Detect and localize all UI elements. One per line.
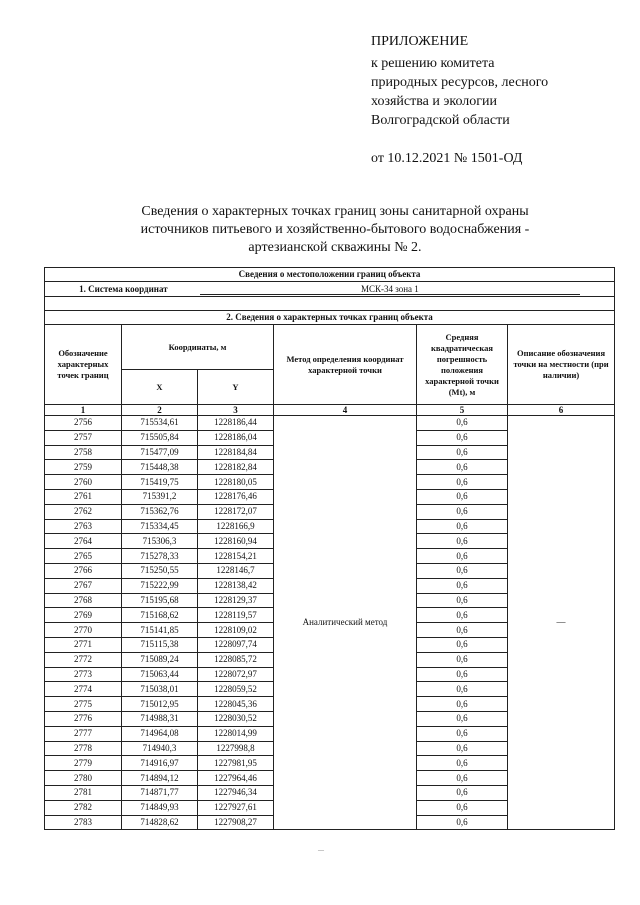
y-coordinate-cell: 1228172,07	[198, 504, 274, 519]
document-title	[100, 203, 570, 257]
appendix-date: от 10.12.2021 № 1501-ОД	[371, 151, 523, 166]
x-coordinate-cell: 714894,12	[122, 771, 198, 786]
column-number: 3	[198, 405, 274, 416]
point-id-cell: 2760	[45, 475, 122, 490]
header-point: Обозначение характерных точек границ	[45, 325, 122, 405]
point-id-cell: 2777	[45, 726, 122, 741]
column-number: 5	[417, 405, 508, 416]
x-coordinate-cell: 715115,38	[122, 637, 198, 652]
accuracy-cell: 0,6	[417, 445, 508, 460]
y-coordinate-cell: 1228030,52	[198, 711, 274, 726]
x-coordinate-cell: 715534,61	[122, 416, 198, 431]
column-number: 2	[122, 405, 198, 416]
y-coordinate-cell: 1228166,9	[198, 519, 274, 534]
x-coordinate-cell: 715250,55	[122, 563, 198, 578]
point-id-cell: 2762	[45, 504, 122, 519]
accuracy-cell: 0,6	[417, 504, 508, 519]
y-coordinate-cell: 1227998,8	[198, 741, 274, 756]
y-coordinate-cell: 1228154,21	[198, 549, 274, 564]
x-coordinate-cell: 714871,77	[122, 785, 198, 800]
x-coordinate-cell: 715063,44	[122, 667, 198, 682]
y-coordinate-cell: 1228184,84	[198, 445, 274, 460]
accuracy-cell: 0,6	[417, 637, 508, 652]
coordinate-system-label: 1. Система координат	[79, 283, 168, 294]
y-coordinate-cell: 1228045,36	[198, 697, 274, 712]
method-cell: Аналитический метод	[274, 416, 417, 830]
y-coordinate-cell: 1228176,46	[198, 489, 274, 504]
y-coordinate-cell: 1228186,44	[198, 416, 274, 431]
accuracy-cell: 0,6	[417, 815, 508, 830]
accuracy-cell: 0,6	[417, 608, 508, 623]
x-coordinate-cell: 715141,85	[122, 623, 198, 638]
x-coordinate-cell: 715278,33	[122, 549, 198, 564]
appendix-block	[371, 32, 621, 168]
point-id-cell: 2781	[45, 785, 122, 800]
accuracy-cell: 0,6	[417, 697, 508, 712]
y-coordinate-cell: 1228097,74	[198, 637, 274, 652]
x-coordinate-cell: 715362,76	[122, 504, 198, 519]
x-coordinate-cell: 714964,08	[122, 726, 198, 741]
header-accuracy: Средняя квадратическая погрешность положения характерной точки (Мt), м	[417, 325, 508, 405]
y-coordinate-cell: 1228160,94	[198, 534, 274, 549]
y-coordinate-cell: 1228129,37	[198, 593, 274, 608]
title-line: артезианской скважины № 2.	[248, 240, 422, 255]
table-row	[45, 416, 615, 431]
accuracy-cell: 0,6	[417, 578, 508, 593]
header-description: Описание обозначения точки на местности (при наличии)	[508, 325, 615, 405]
x-coordinate-cell: 715448,38	[122, 460, 198, 475]
accuracy-cell: 0,6	[417, 549, 508, 564]
x-coordinate-cell: 715222,99	[122, 578, 198, 593]
point-id-cell: 2770	[45, 623, 122, 638]
x-coordinate-cell: 715012,95	[122, 697, 198, 712]
y-coordinate-cell: 1227946,34	[198, 785, 274, 800]
accuracy-cell: 0,6	[417, 430, 508, 445]
point-id-cell: 2782	[45, 800, 122, 815]
y-coordinate-cell: 1227964,46	[198, 771, 274, 786]
accuracy-cell: 0,6	[417, 489, 508, 504]
accuracy-cell: 0,6	[417, 652, 508, 667]
point-id-cell: 2756	[45, 416, 122, 431]
accuracy-cell: 0,6	[417, 416, 508, 431]
x-coordinate-cell: 714849,93	[122, 800, 198, 815]
accuracy-cell: 0,6	[417, 475, 508, 490]
accuracy-cell: 0,6	[417, 771, 508, 786]
accuracy-cell: 0,6	[417, 519, 508, 534]
point-id-cell: 2776	[45, 711, 122, 726]
header-x: X	[122, 370, 198, 405]
y-coordinate-cell: 1228059,52	[198, 682, 274, 697]
title-line: Сведения о характерных точках границ зоны санитарной охраны	[141, 204, 529, 219]
x-coordinate-cell: 715306,3	[122, 534, 198, 549]
y-coordinate-cell: 1228109,02	[198, 623, 274, 638]
accuracy-cell: 0,6	[417, 741, 508, 756]
point-id-cell: 2761	[45, 489, 122, 504]
point-id-cell: 2758	[45, 445, 122, 460]
spacer-row	[45, 297, 615, 311]
y-coordinate-cell: 1228146,7	[198, 563, 274, 578]
accuracy-cell: 0,6	[417, 726, 508, 741]
point-id-cell: 2774	[45, 682, 122, 697]
header-method: Метод определения координат характерной точки	[274, 325, 417, 405]
point-id-cell: 2775	[45, 697, 122, 712]
accuracy-cell: 0,6	[417, 563, 508, 578]
appendix-line: хозяйства и экологии	[371, 94, 498, 109]
x-coordinate-cell: 715477,09	[122, 445, 198, 460]
description-cell: —	[508, 416, 615, 830]
y-coordinate-cell: 1228186,04	[198, 430, 274, 445]
y-coordinate-cell: 1228072,97	[198, 667, 274, 682]
x-coordinate-cell: 715168,62	[122, 608, 198, 623]
x-coordinate-cell: 715505,84	[122, 430, 198, 445]
accuracy-cell: 0,6	[417, 711, 508, 726]
point-id-cell: 2779	[45, 756, 122, 771]
point-id-cell: 2769	[45, 608, 122, 623]
y-coordinate-cell: 1227927,61	[198, 800, 274, 815]
point-id-cell: 2772	[45, 652, 122, 667]
point-id-cell: 2768	[45, 593, 122, 608]
x-coordinate-cell: 714988,31	[122, 711, 198, 726]
x-coordinate-cell: 715195,68	[122, 593, 198, 608]
point-id-cell: 2783	[45, 815, 122, 830]
point-id-cell: 2763	[45, 519, 122, 534]
x-coordinate-cell: 715038,01	[122, 682, 198, 697]
point-id-cell: 2766	[45, 563, 122, 578]
y-coordinate-cell: 1228138,42	[198, 578, 274, 593]
x-coordinate-cell: 714940,3	[122, 741, 198, 756]
accuracy-cell: 0,6	[417, 756, 508, 771]
y-coordinate-cell: 1228182,84	[198, 460, 274, 475]
section2-title: 2. Сведения о характерных точках границ объекта	[45, 311, 615, 325]
y-coordinate-cell: 1228085,72	[198, 652, 274, 667]
point-id-cell: 2759	[45, 460, 122, 475]
appendix-title: ПРИЛОЖЕНИЕ	[371, 34, 469, 49]
point-id-cell: 2778	[45, 741, 122, 756]
y-coordinate-cell: 1228180,05	[198, 475, 274, 490]
x-coordinate-cell: 714916,97	[122, 756, 198, 771]
y-coordinate-cell: 1228014,99	[198, 726, 274, 741]
column-number: 6	[508, 405, 615, 416]
point-id-cell: 2780	[45, 771, 122, 786]
point-id-cell: 2767	[45, 578, 122, 593]
y-coordinate-cell: 1227908,27	[198, 815, 274, 830]
header-y: Y	[198, 370, 274, 405]
point-id-cell: 2773	[45, 667, 122, 682]
point-id-cell: 2771	[45, 637, 122, 652]
appendix-line: Волгоградской области	[371, 113, 510, 128]
accuracy-cell: 0,6	[417, 593, 508, 608]
accuracy-cell: 0,6	[417, 460, 508, 475]
point-id-cell: 2764	[45, 534, 122, 549]
column-number: 1	[45, 405, 122, 416]
coordinate-system-value: МСК-34 зона 1	[200, 284, 580, 295]
column-number: 4	[274, 405, 417, 416]
appendix-line: природных ресурсов, лесного	[371, 75, 549, 90]
accuracy-cell: 0,6	[417, 667, 508, 682]
accuracy-cell: 0,6	[417, 785, 508, 800]
point-id-cell: 2757	[45, 430, 122, 445]
x-coordinate-cell: 714828,62	[122, 815, 198, 830]
x-coordinate-cell: 715089,24	[122, 652, 198, 667]
accuracy-cell: 0,6	[417, 800, 508, 815]
page-mark: —	[318, 848, 324, 854]
accuracy-cell: 0,6	[417, 623, 508, 638]
accuracy-cell: 0,6	[417, 682, 508, 697]
y-coordinate-cell: 1227981,95	[198, 756, 274, 771]
header-coordinates: Координаты, м	[122, 325, 274, 370]
point-id-cell: 2765	[45, 549, 122, 564]
title-line: источников питьевого и хозяйственно-бытового водоснабжения -	[140, 222, 530, 237]
coordinate-system-row	[45, 282, 615, 297]
x-coordinate-cell: 715391,2	[122, 489, 198, 504]
section1-title: Сведения о местоположении границ объекта	[45, 268, 615, 282]
accuracy-cell: 0,6	[417, 534, 508, 549]
x-coordinate-cell: 715419,75	[122, 475, 198, 490]
appendix-line: к решению комитета	[371, 56, 495, 71]
boundary-points-table	[44, 267, 615, 830]
x-coordinate-cell: 715334,45	[122, 519, 198, 534]
y-coordinate-cell: 1228119,57	[198, 608, 274, 623]
